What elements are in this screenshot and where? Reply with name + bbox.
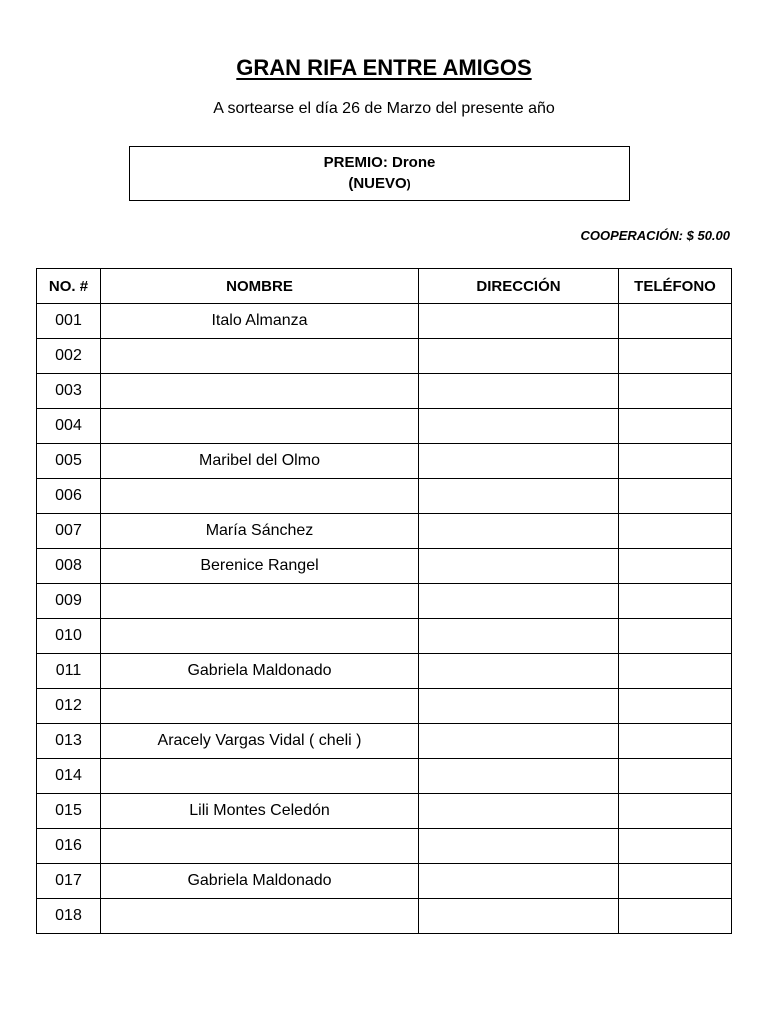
raffle-table-body [37,304,732,934]
cell-number: 010 [37,619,101,654]
table-row [37,829,732,864]
cell-phone [619,584,732,619]
cell-phone [619,549,732,584]
header-number: NO. # [37,269,101,304]
cell-address [419,304,619,339]
table-row [37,759,732,794]
cell-phone [619,864,732,899]
table-row [37,689,732,724]
header-phone: TELÉFONO [619,269,732,304]
prize-line-2-text: (NUEVO [348,175,407,192]
cell-name: Aracely Vargas Vidal ( cheli ) [101,724,419,759]
cell-address [419,514,619,549]
prize-box [129,146,630,201]
cell-number: 002 [37,339,101,374]
cell-number: 008 [37,549,101,584]
cell-number: 017 [37,864,101,899]
table-row [37,654,732,689]
cell-number: 003 [37,374,101,409]
cell-number: 011 [37,654,101,689]
cell-phone [619,689,732,724]
cell-address [419,584,619,619]
table-row [37,584,732,619]
table-row [37,409,732,444]
cell-number: 001 [37,304,101,339]
table-header-row [37,269,732,304]
table-row [37,864,732,899]
header-address: DIRECCIÓN [419,269,619,304]
cell-number: 015 [37,794,101,829]
cell-phone [619,654,732,689]
cell-number: 009 [37,584,101,619]
cell-name [101,759,419,794]
table-row [37,444,732,479]
cell-phone [619,899,732,934]
cell-phone [619,339,732,374]
cell-name: Gabriela Maldonado [101,864,419,899]
prize-line-2 [130,173,629,195]
page-title-text: GRAN RIFA ENTRE AMIGOS [236,55,532,80]
cell-name [101,619,419,654]
table-row [37,374,732,409]
cell-address [419,864,619,899]
cell-phone [619,794,732,829]
cell-number: 007 [37,514,101,549]
cell-phone [619,409,732,444]
cell-name [101,829,419,864]
table-row [37,514,732,549]
cell-number: 014 [37,759,101,794]
cell-phone [619,304,732,339]
cell-phone [619,619,732,654]
table-row [37,619,732,654]
cell-number: 005 [37,444,101,479]
cooperation-amount: COOPERACIÓN: $ 50.00 [580,228,730,243]
cell-number: 012 [37,689,101,724]
cell-phone [619,829,732,864]
cell-name: Berenice Rangel [101,549,419,584]
cell-address [419,619,619,654]
cell-number: 018 [37,899,101,934]
table-row [37,549,732,584]
cell-address [419,444,619,479]
prize-line-1: PREMIO: Drone [323,154,436,171]
cell-name: Gabriela Maldonado [101,654,419,689]
cell-address [419,654,619,689]
page-title [0,55,768,81]
cell-address [419,549,619,584]
cell-phone [619,444,732,479]
cell-phone [619,514,732,549]
table-row [37,479,732,514]
cell-address [419,409,619,444]
cell-name [101,899,419,934]
cell-number: 013 [37,724,101,759]
cell-phone [619,479,732,514]
cell-address [419,899,619,934]
cell-name: Maribel del Olmo [101,444,419,479]
table-row [37,339,732,374]
cell-number: 006 [37,479,101,514]
cell-name [101,374,419,409]
cell-phone [619,759,732,794]
raffle-table [36,268,732,934]
cell-name: Lili Montes Celedón [101,794,419,829]
cell-address [419,689,619,724]
table-row [37,899,732,934]
cell-name [101,479,419,514]
cell-name: Italo Almanza [101,304,419,339]
cell-name [101,339,419,374]
table-row [37,724,732,759]
cell-address [419,339,619,374]
cell-phone [619,724,732,759]
cell-number: 016 [37,829,101,864]
table-row [37,794,732,829]
prize-line-2-close: ) [406,177,411,191]
cell-phone [619,374,732,409]
draw-date-subtitle: A sortearse el día 26 de Marzo del presente año [213,100,555,117]
cell-address [419,479,619,514]
cell-name: María Sánchez [101,514,419,549]
cell-address [419,794,619,829]
cell-name [101,584,419,619]
cell-address [419,374,619,409]
cell-name [101,409,419,444]
cell-address [419,759,619,794]
cell-address [419,829,619,864]
cell-name [101,689,419,724]
table-row [37,304,732,339]
header-name: NOMBRE [101,269,419,304]
cell-address [419,724,619,759]
cell-number: 004 [37,409,101,444]
